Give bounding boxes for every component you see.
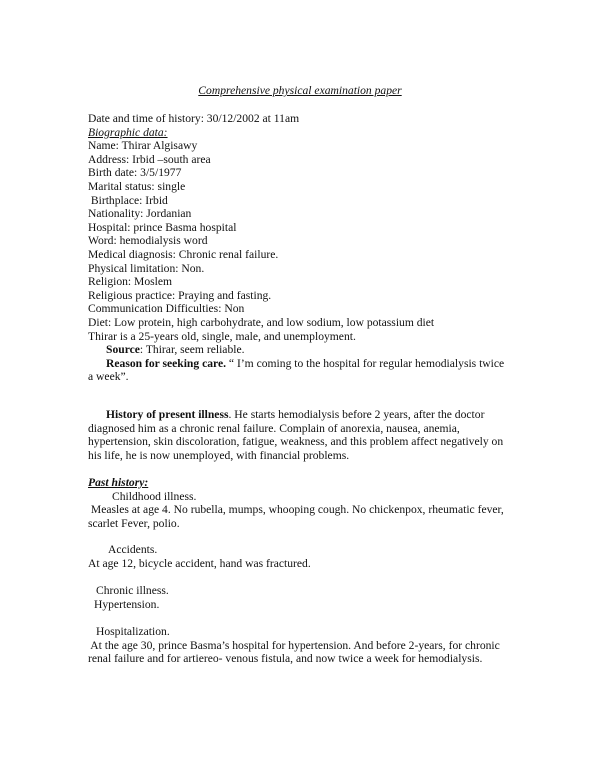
biographic-heading: Biographic data: <box>88 125 168 139</box>
bio-line: Word: hemodialysis word <box>88 234 208 248</box>
present-illness-first-line <box>88 408 528 422</box>
chronic-text: Hypertension. <box>94 597 160 611</box>
hospitalization-heading: Hospitalization. <box>96 625 170 638</box>
accidents-section <box>88 543 528 570</box>
accidents-text: At age 12, bicycle accident, hand was fractured. <box>88 556 311 570</box>
biographic-section <box>88 112 528 384</box>
present-illness-section <box>88 408 528 462</box>
past-history-heading: Past history: <box>88 476 149 489</box>
present-illness-line: his life, he is now unemployed, with financial problems. <box>88 448 350 462</box>
hospitalization-section <box>88 625 528 666</box>
source-text: : Thirar, seem reliable. <box>139 343 245 357</box>
page-title: Comprehensive physical examination paper <box>198 84 402 97</box>
source-line <box>88 343 528 357</box>
bio-line: Address: Irbid –south area <box>88 152 211 166</box>
childhood-line: scarlet Fever, polio. <box>88 516 180 530</box>
bio-line: Birth date: 3/5/1977 <box>88 166 182 180</box>
bio-line: Religion: Moslem <box>88 275 173 289</box>
bio-line: Medical diagnosis: Chronic renal failure. <box>88 247 279 261</box>
present-illness-line: hypertension, skin discoloration, fatigue, weakness, and this problem affect negatively on <box>88 435 504 449</box>
reason-line-cont: a week”. <box>88 370 129 384</box>
date-line: Date and time of history: 30/12/2002 at 11am <box>88 112 300 125</box>
bio-line: Communication Difficulties: Non <box>88 302 245 316</box>
hospitalization-line: renal failure and for artiereo- venous fistula, and now twice a week for hemodialysis. <box>88 652 483 666</box>
childhood-heading: Childhood illness. <box>112 489 197 503</box>
bio-line: Religious practice: Praying and fasting. <box>88 288 272 302</box>
present-illness-label: History of present illness <box>106 408 229 421</box>
bio-line: Marital status: single <box>88 179 186 193</box>
bio-line: Nationality: Jordanian <box>88 207 192 221</box>
bio-line: Hospital: prince Basma hospital <box>88 220 237 234</box>
chronic-heading: Chronic illness. <box>96 584 169 597</box>
hospitalization-line: At the age 30, prince Basma’s hospital for hypertension. And before 2-years, for chronic <box>88 638 500 652</box>
bio-line: Thirar is a 25-years old, single, male, and unemployment. <box>88 329 356 343</box>
bio-line: Diet: Low protein, high carbohydrate, and low sodium, low potassium diet <box>88 315 435 329</box>
present-illness-text: . He starts hemodialysis before 2 years, after the doctor <box>228 408 485 421</box>
present-illness-line: diagnosed him as a chronic renal failure. Complain of anorexia, nausea, anemia, <box>88 421 460 435</box>
reason-line <box>88 357 528 371</box>
bio-line: Name: Thirar Algisawy <box>88 139 198 153</box>
bio-line: Physical limitation: Non. <box>88 261 205 275</box>
chronic-section <box>88 584 528 611</box>
bio-line: Birthplace: Irbid <box>88 193 168 207</box>
reason-label: Reason for seeking care. <box>106 356 227 370</box>
past-history-section <box>88 476 528 530</box>
source-label: Source <box>106 343 140 357</box>
accidents-heading: Accidents. <box>108 543 158 556</box>
childhood-line: Measles at age 4. No rubella, mumps, whooping cough. No chickenpox, rheumatic fever, <box>88 503 504 517</box>
reason-text: “ I’m coming to the hospital for regular hemodialysis twice <box>226 356 505 370</box>
